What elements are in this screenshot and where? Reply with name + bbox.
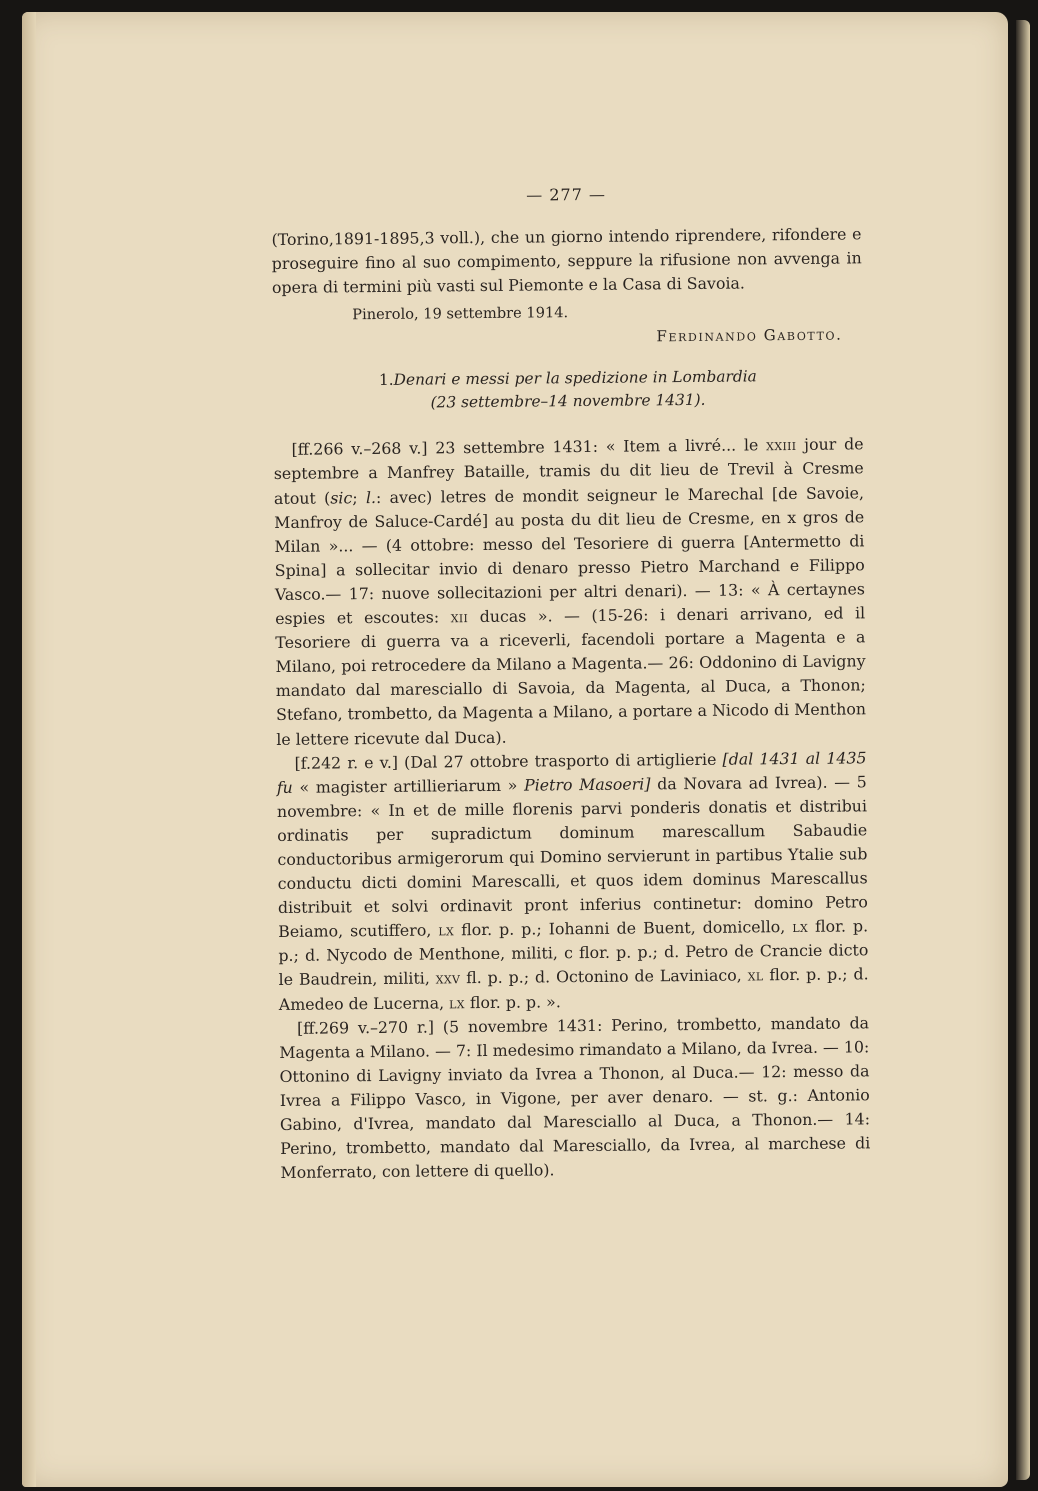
roman-numeral: xxiii [766,435,797,455]
roman-numeral: xii [450,607,469,627]
text-run: ; [352,487,366,507]
roman-numeral: lx [792,917,809,937]
signature-row [272,295,862,353]
text-run: : avec) letres de mondit seigneur le Marechal [de Savoie, Manfroy de Saluce-Cardé] au posta du dit lieu de Cresme, en x gros de Milan »... — (4 ottobre: messo del Tesoriere di guerra [Antermetto di Spina] a sollecitar invio di denaro presso Pietro Marchand e Filippo Vasco.— 17: nuove sollecitazioni per altri denari). — 13: « À certaynes espies et escoutes: [274,482,865,629]
text-run: (5 novembre 1431: Perino, trombetto, mandato da Magenta a Milano. — 7: Il medesimo rimandato a Milano, da Ivrea. — 10: Ottonino di Lavigny inviato da Ivrea a Thonon, al Duca.— 12: messo da Ivrea a Filippo Vasco, in Vigone, per aver denaro. — st. g.: Antonio Gabino, d'Ivrea, mandato dal Maresciallo al Duca, a Thonon.— 14: Perino, trombetto, mandato dal Maresciallo, da Ivrea, al marchese di Monferrato, con lettere di quello). [279,1012,871,1183]
section-title: Denari e messi per la spedizione in Lombardia [393,367,757,390]
text-run: flor. p. p.; d. Amedeo de Lucerna, [278,964,869,1014]
sic-note: sic [330,487,353,508]
author-signature: Ferdinando Gabotto. [656,325,843,346]
section-date-range: (23 settembre–14 novembre 1431). [430,391,706,412]
folio-reference: [ff.269 v.–270 r.] [296,1017,435,1038]
text-run: flor. p. p.; d. Nycodo de Menthone, militi, c flor. p. p.; d. Petro de Crancie dicto le Baudrein, militi, [278,916,869,990]
place-date: Pinerolo, 19 settembre 1914. [352,304,569,324]
adjacent-page-edge [1016,20,1030,1480]
paragraph-1 [273,433,866,752]
text-block [271,180,871,1185]
text-run: flor. p. p.; Iohanni de Buent, domicello, [454,917,793,940]
text-run: ducas ». — (15-26: i denari arrivano, ed il Tesoriere di guerra va a riceverli, facendoli portare a Magenta e a Milano, poi retrocedere da Milano a Magenta.— 26: Oddonino di Lavigny mandato dal maresciallo di Savoia, da Magenta, al Duca, a Thonon; Stefano, trombetto, da Magenta a Milano, a portare a Nicodo di Menthon le lettere ricevute dal Duca). [275,603,867,749]
text-run: « magister artillieriarum » [292,775,525,797]
roman-numeral: lx [438,920,455,940]
roman-numeral: xxv [435,968,461,988]
page-number: — 277 — [526,184,607,205]
roman-numeral: lx [449,992,465,1012]
text-run: (Dal 27 ottobre trasporto di artiglierie [397,749,723,772]
paragraph-3 [279,1011,871,1185]
text-run: flor. p. p. ». [464,991,561,1012]
text-run: fl. p. p.; d. Octonino de Laviniaco, [460,965,748,988]
section-heading [273,365,863,417]
section-body [273,433,870,1186]
folio-reference: [ff.266 v.–268 v.] [291,438,428,460]
text-run: jour de septembre a Manfrey Bataille, tramis du dit lieu de Trevil à Cresme atout ( [273,434,864,508]
roman-numeral: xl [747,965,764,985]
editorial-note: [dal 1431 al 1435 fu [276,747,867,797]
paragraph-2 [276,746,869,1017]
editorial-note: Pietro Masoeri] [523,774,651,795]
intro-paragraph: (Torino,1891-1895,3 voll.), che un giorno intendo riprendere, rifondere e proseguire fino al suo compimento, seppure la rifusione non avvenga in opera di termini più vasti sul Piemonte e la Casa di Savoia. [271,224,862,298]
folio-reference: [f.242 r. e v.] [294,752,399,773]
text-run: 23 settembre 1431: « Item a livré... le [427,435,767,458]
binding-fold [22,12,36,1487]
abbrev-note: l. [365,487,377,507]
text-run: da Novara ad Ivrea). — 5 novembre: « In et de mille florenis parvi ponderis donatis et distribui ordinatis per supradictum dominum marescallum Sabaudie conductoribus armigerorum qui Domino servierunt in partibus Ytalie sub conductu dicti domini Marescalli, et quos idem dominus Marescallus distribuit et solvi ordinavit pront inferius continetur: domino Petro Beiamo, scutiffero, [276,771,868,942]
section-number: 1. [378,371,394,390]
